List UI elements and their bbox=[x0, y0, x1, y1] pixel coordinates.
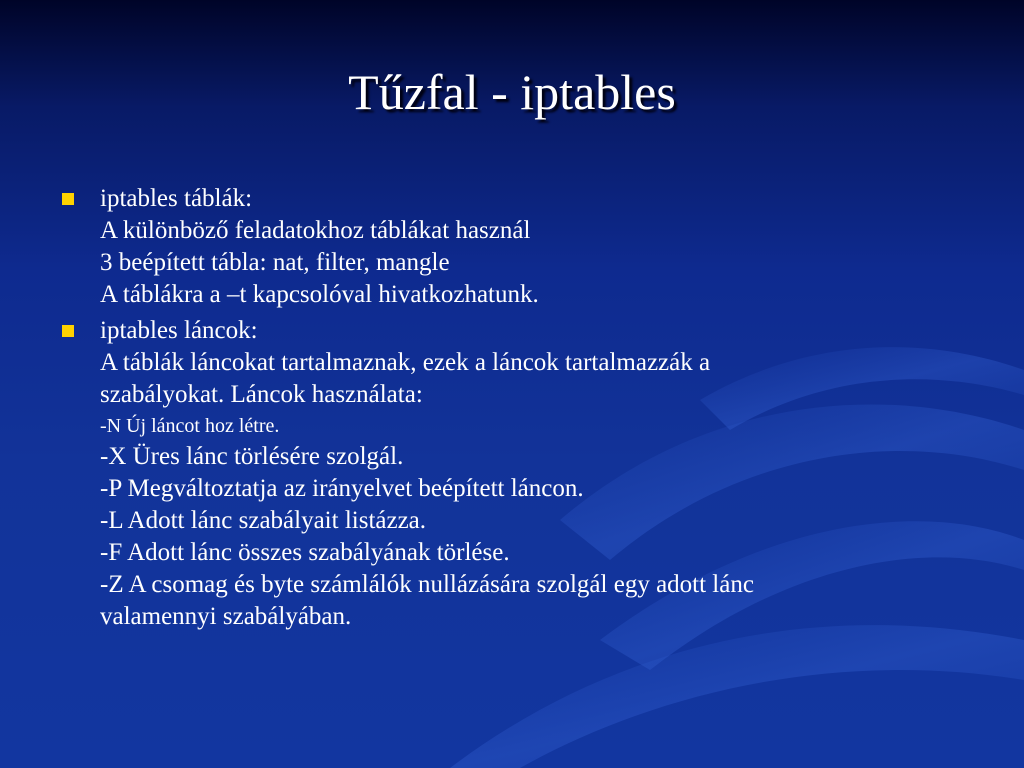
command-line-F: -F Adott lánc összes szabályának törlése. bbox=[100, 539, 510, 566]
square-bullet-icon bbox=[62, 325, 74, 337]
bullet-text-line: A táblákra a –t kapcsolóval hivatkozhatunk. bbox=[100, 281, 539, 308]
bullet-list bbox=[62, 183, 982, 637]
bullet-text-line: 3 beépített tábla: nat, filter, mangle bbox=[100, 249, 450, 276]
command-line-L: -L Adott lánc szabályait listázza. bbox=[100, 507, 427, 534]
command-line-P: -P Megváltoztatja az irányelvet beépített láncon. bbox=[100, 475, 584, 502]
bullet-item-chains bbox=[62, 315, 982, 633]
bullet-text-line: szabályokat. Láncok használata: bbox=[100, 381, 423, 408]
bullet-heading: iptables táblák: bbox=[100, 185, 253, 212]
slide-title: Tűzfal - iptables bbox=[348, 64, 676, 120]
command-line-Z: -Z A csomag és byte számlálók nullázására szolgál egy adott lánc bbox=[100, 571, 754, 598]
command-line-N: -N Új láncot hoz létre. bbox=[100, 415, 280, 437]
bullet-heading: iptables láncok: bbox=[100, 317, 258, 344]
bullet-item-tables bbox=[62, 183, 982, 311]
bullet-text-line: A különböző feladatokhoz táblákat használ bbox=[100, 217, 531, 244]
command-line-X: -X Üres lánc törlésére szolgál. bbox=[100, 443, 404, 470]
bullet-text-line: A táblák láncokat tartalmaznak, ezek a láncok tartalmazzák a bbox=[100, 349, 711, 376]
square-bullet-icon bbox=[62, 193, 74, 205]
bullet-text-line: valamennyi szabályában. bbox=[100, 603, 352, 630]
